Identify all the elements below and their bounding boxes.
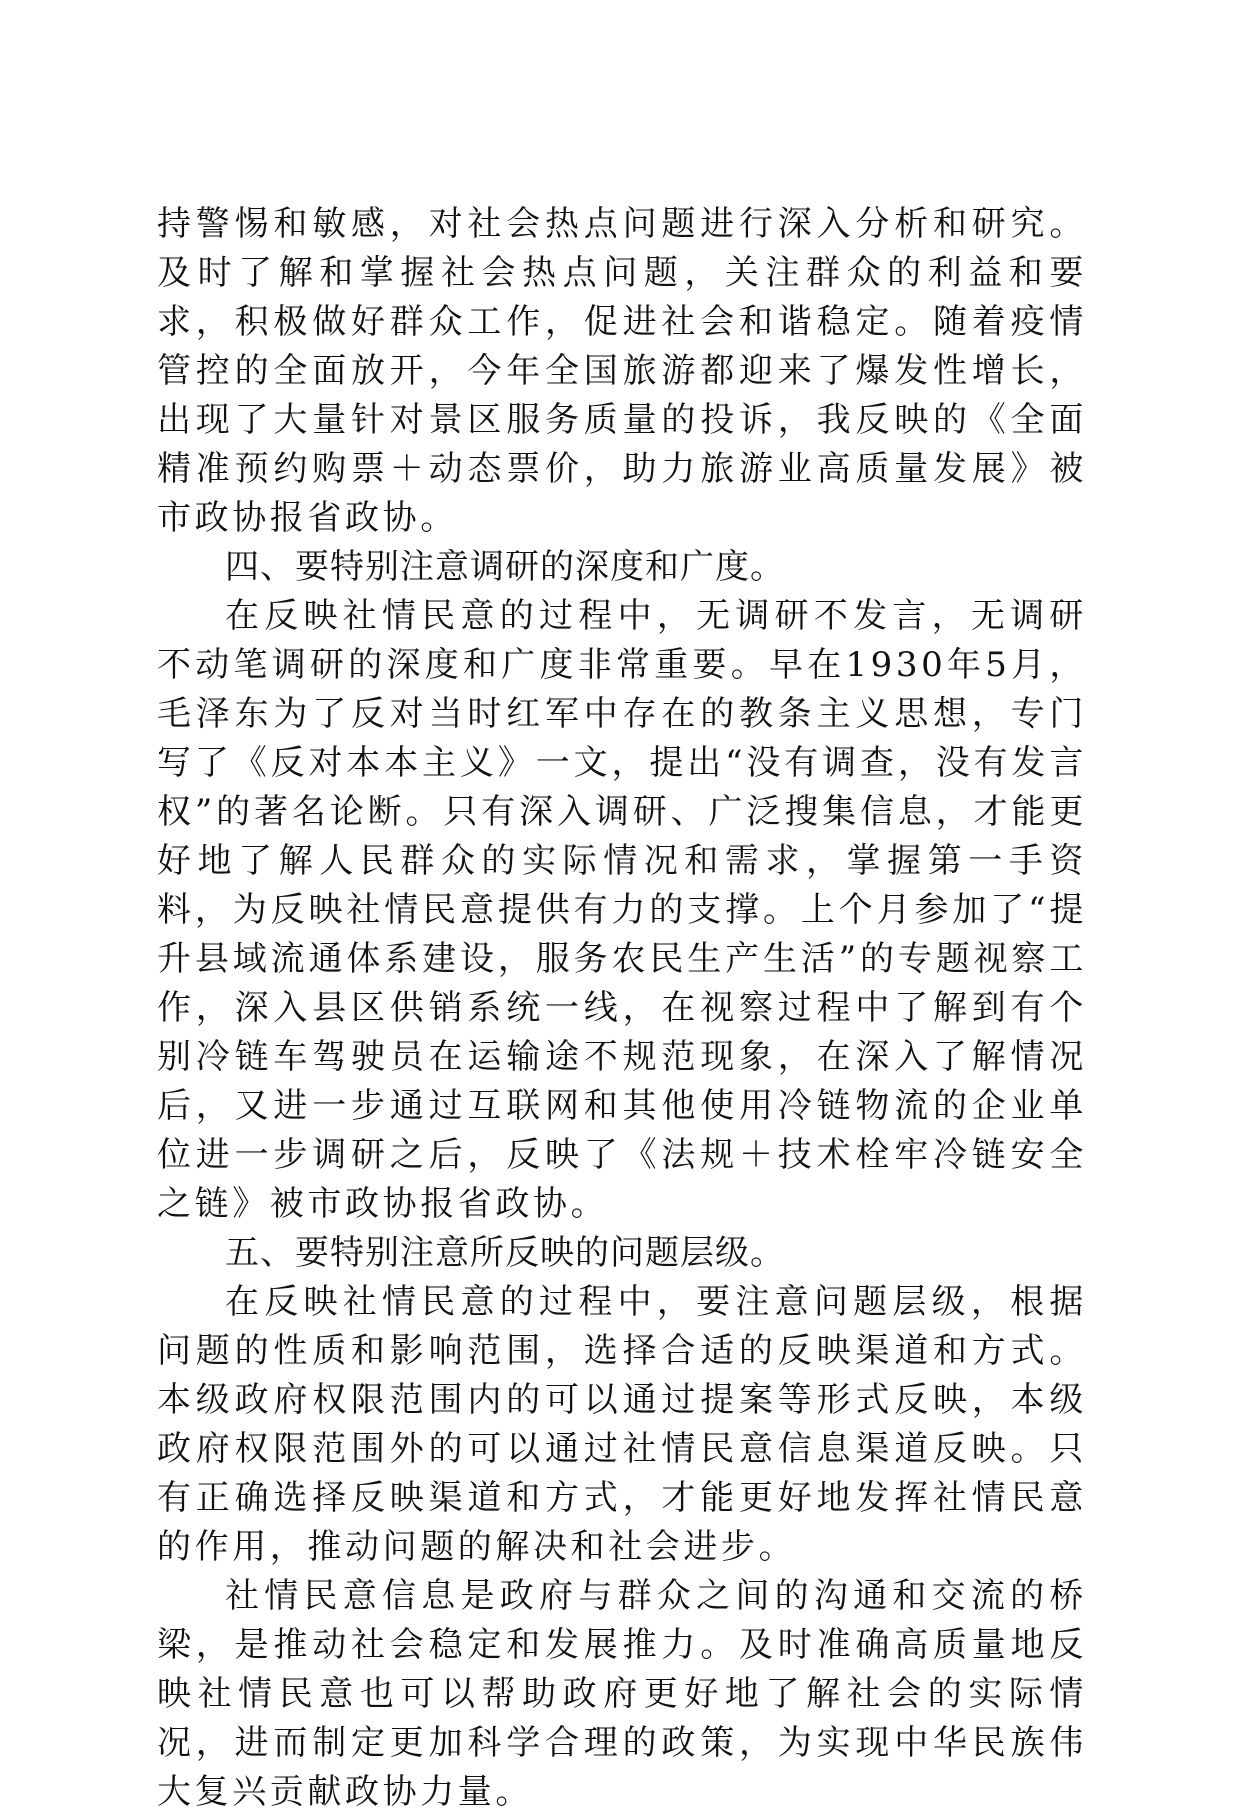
document-body (157, 200, 1087, 1817)
section-heading-four: 四、要特别注意调研的深度和广度。 (225, 547, 785, 587)
section-heading-five: 五、要特别注意所反映的问题层级。 (225, 1233, 785, 1273)
paragraph-research: 在反映社情民意的过程中，无调研不发言，无调研不动笔调研的深度和广度非常重要。早在1930年5月，毛泽东为了反对当时红军中存在的教条主义思想，专门写了《反对本本主义》一文，提出“没有调查，没有发言权”的著名论断。只有深入调研、广泛搜集信息，才能更好地了解人民群众的实际情况和需求，掌握第一手资料，为反映社情民意提供有力的支撑。上个月参加了“提升县域流通体系建设，服务农民生产生活”的专题视察工作，深入县区供销系统一线，在视察过程中了解到有个别冷链车驾驶员在运输途不规范现象，在深入了解情况后，又进一步通过互联网和其他使用冷链物流的企业单位进一步调研之后，反映了《法规＋技术栓牢冷链安全之链》被市政协报省政协。 (157, 596, 1087, 1224)
paragraph-continued: 持警惕和敏感，对社会热点问题进行深入分析和研究。及时了解和掌握社会热点问题，关注群众的利益和要求，积极做好群众工作，促进社会和谐稳定。随着疫情管控的全面放开，今年全国旅游都迎来了爆发性增长，出现了大量针对景区服务质量的投诉，我反映的《全面精准预约购票＋动态票价，助力旅游业高质量发展》被市政协报省政协。 (157, 204, 1087, 538)
paragraph-conclusion: 社情民意信息是政府与群众之间的沟通和交流的桥梁，是推动社会稳定和发展推力。及时准确高质量地反映社情民意也可以帮助政府更好地了解社会的实际情况，进而制定更加科学合理的政策，为实现中华民族伟大复兴贡献政协力量。 (157, 1576, 1087, 1812)
paragraph-problem-level: 在反映社情民意的过程中，要注意问题层级，根据问题的性质和影响范围，选择合适的反映渠道和方式。本级政府权限范围内的可以通过提案等形式反映，本级政府权限范围外的可以通过社情民意信息渠道反映。只有正确选择反映渠道和方式，才能更好地发挥社情民意的作用，推动问题的解决和社会进步。 (157, 1282, 1087, 1567)
